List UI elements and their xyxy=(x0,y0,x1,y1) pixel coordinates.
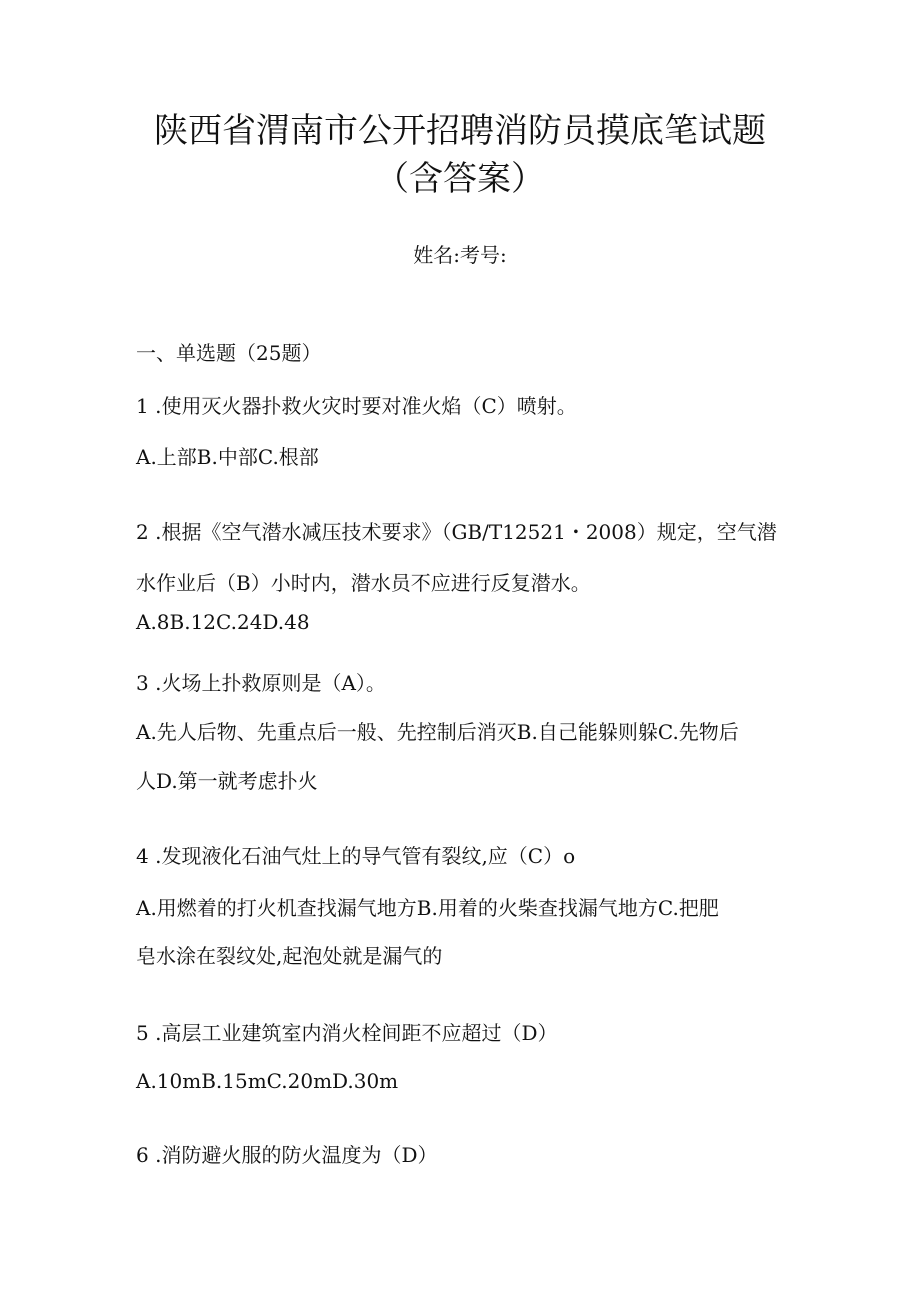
question-3-options-line-2: 人D.第一就考虑扑火 xyxy=(136,769,318,793)
question-1-options: A.上部B.中部C.根部 xyxy=(136,445,319,469)
question-3-stem: 3 .火场上扑救原则是（A）。 xyxy=(136,671,386,695)
section-heading: 一、单选题（25题） xyxy=(136,341,322,365)
question-1-stem: 1 .使用灭火器扑救火灾时要对准火焰（C）喷射。 xyxy=(136,394,577,418)
question-5-options: A.10mB.15mC.20mD.30m xyxy=(136,1069,399,1093)
document-title-line-2: （含答案） xyxy=(375,159,545,199)
question-4-options-line-1: A.用燃着的打火机查找漏气地方B.用着的火柴查找漏气地方C.把肥 xyxy=(136,896,719,920)
question-6-stem: 6 .消防避火服的防火温度为（D） xyxy=(136,1143,438,1167)
question-2-stem-line-1: 2 .根据《空气潜水减压技术要求》（GB/T12521・2008）规定，空气潜 xyxy=(136,520,777,544)
question-2-options: A.8B.12C.24D.48 xyxy=(136,610,310,634)
question-4-stem: 4 .发现液化石油气灶上的导气管有裂纹,应（C）o xyxy=(136,844,576,868)
question-4-options-line-2: 皂水涂在裂纹处,起泡处就是漏气的 xyxy=(136,944,443,968)
document-title-line-1: 陕西省渭南市公开招聘消防员摸底笔试题 xyxy=(154,111,766,151)
question-3-options-line-1: A.先人后物、先重点后一般、先控制后消灭B.自己能躲则躲C.先物后 xyxy=(136,720,739,744)
candidate-info-line: 姓名:考号: xyxy=(413,243,507,267)
question-5-stem: 5 .高层工业建筑室内消火栓间距不应超过（D） xyxy=(136,1021,558,1045)
question-2-stem-line-2: 水作业后（B）小时内，潜水员不应进行反复潜水。 xyxy=(136,571,591,595)
